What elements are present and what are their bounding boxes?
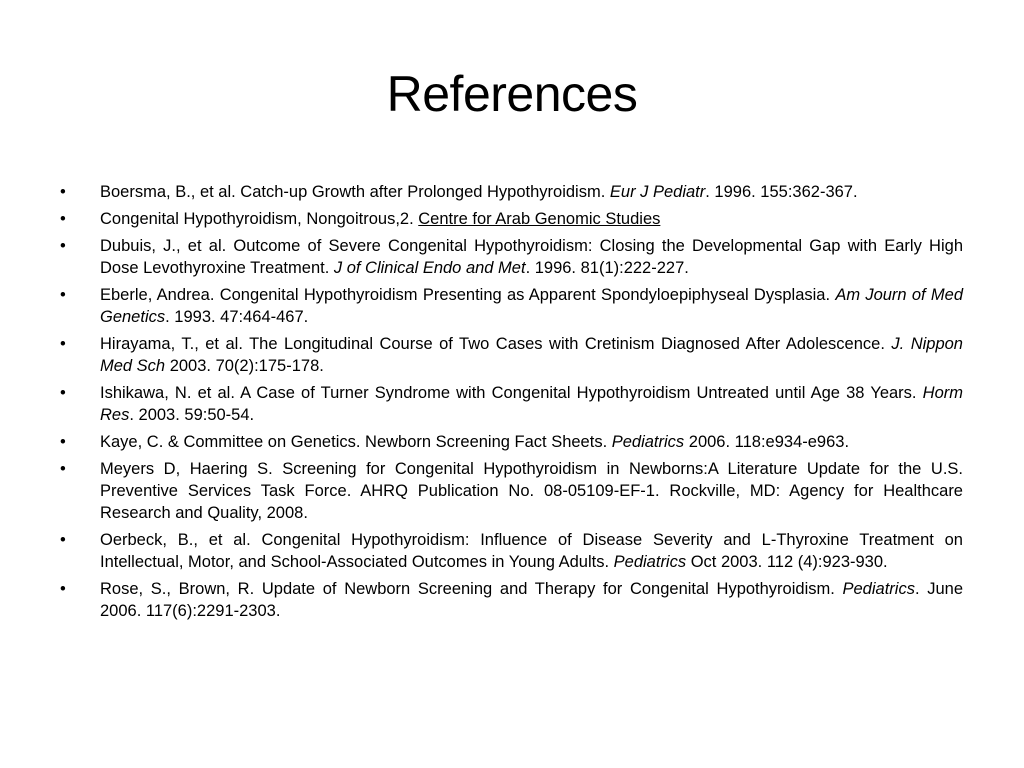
reference-item	[58, 578, 963, 622]
reference-item	[58, 284, 963, 328]
reference-text: Meyers D, Haering S. Screening for Congenital Hypothyroidism in Newborns:A Literature Update for the U.S. Preventive Services Task Force. AHRQ Publication No. 08-05109-EF-1. Rockville, MD: Agency for Healthcare Research and Quality, 2008.	[100, 460, 963, 522]
reference-details: Oct 2003. 112 (4):923-930.	[686, 553, 888, 571]
reference-details: . 1996. 155:362-367.	[705, 183, 858, 201]
reference-journal: Am Journ of Med Genetics	[100, 286, 963, 326]
reference-journal: Pediatrics	[842, 580, 915, 598]
reference-text: Hirayama, T., et al. The Longitudinal Course of Two Cases with Cretinism Diagnosed After Adolescence.	[100, 335, 892, 353]
bullet-icon: •	[60, 531, 66, 549]
bullet-icon: •	[60, 384, 66, 402]
reference-item	[58, 235, 963, 279]
bullet-icon: •	[60, 286, 66, 304]
reference-text: Dubuis, J., et al. Outcome of Severe Congenital Hypothyroidism: Closing the Developmental Gap with Early High Dose Levothyroxine Treatment.	[100, 237, 963, 277]
reference-text: Kaye, C. & Committee on Genetics. Newborn Screening Fact Sheets.	[100, 433, 612, 451]
reference-journal: Pediatrics	[611, 433, 685, 451]
reference-journal: Pediatrics	[613, 553, 687, 571]
reference-text: Boersma, B., et al. Catch-up Growth after Prolonged Hypothyroidism.	[100, 183, 610, 201]
reference-item	[58, 208, 963, 230]
bullet-icon: •	[60, 183, 66, 201]
bullet-icon: •	[60, 460, 66, 478]
reference-item	[58, 333, 963, 377]
reference-details: . June 2006. 117(6):2291-2303.	[100, 580, 963, 620]
slide-title: References	[386, 66, 638, 122]
bullet-icon: •	[60, 335, 66, 353]
reference-list	[58, 181, 963, 627]
reference-text: Congenital Hypothyroidism, Nongoitrous,2.	[100, 210, 419, 228]
bullet-icon: •	[60, 580, 66, 598]
bullet-icon: •	[60, 433, 66, 451]
reference-journal: Eur J Pediatr	[609, 183, 706, 201]
reference-text: Oerbeck, B., et al. Congenital Hypothyroidism: Influence of Disease Severity and L-Thyroxine Treatment on Intellectual, Motor, and School-Associated Outcomes in Young Adults.	[100, 531, 963, 571]
reference-item	[58, 458, 963, 524]
reference-journal: J. Nippon Med Sch	[100, 335, 963, 375]
reference-details: . 1996. 81(1):222-227.	[525, 259, 689, 277]
reference-item	[58, 529, 963, 573]
reference-text: Eberle, Andrea. Congenital Hypothyroidism Presenting as Apparent Spondyloepiphyseal Dysplasia.	[100, 286, 836, 304]
reference-journal: J of Clinical Endo and Met	[333, 259, 526, 277]
reference-details: . 1993. 47:464-467.	[165, 308, 309, 326]
reference-text: Rose, S., Brown, R. Update of Newborn Screening and Therapy for Congenital Hypothyroidism.	[100, 580, 843, 598]
reference-details: . 2003. 59:50-54.	[129, 406, 255, 424]
bullet-icon: •	[60, 210, 66, 228]
reference-text: Ishikawa, N. et al. A Case of Turner Syndrome with Congenital Hypothyroidism Untreated until Age 38 Years.	[100, 384, 923, 402]
reference-details: 2003. 70(2):175-178.	[165, 357, 324, 375]
bullet-icon: •	[60, 237, 66, 255]
reference-details: 2006. 118:e934-e963.	[684, 433, 850, 451]
reference-link[interactable]: Centre for Arab Genomic Studies	[418, 210, 661, 228]
reference-journal: Horm Res	[100, 384, 963, 424]
reference-item	[58, 181, 963, 203]
reference-item	[58, 382, 963, 426]
reference-item	[58, 431, 963, 453]
